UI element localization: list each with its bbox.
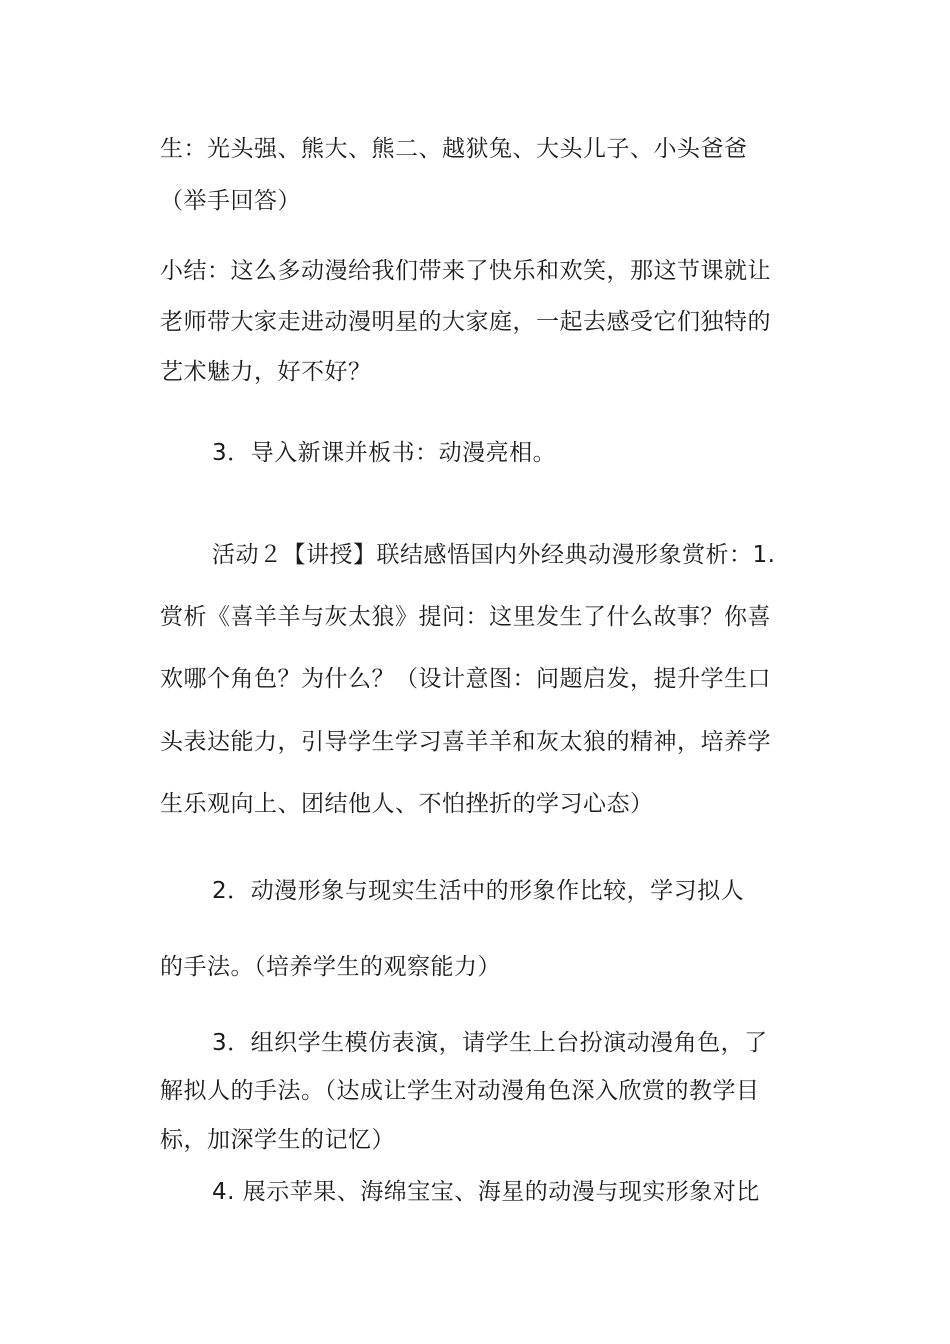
- text-line-activity-2-cont-1: 赏析《喜羊羊与灰太狼》提问：这里发生了什么故事？你喜: [160, 604, 771, 630]
- text-line-summary-3: 艺术魅力，好不好？: [160, 359, 372, 385]
- text-line-step-4: 4. 展示苹果、海绵宝宝、海星的动漫与现实形象对比: [212, 1179, 760, 1205]
- text-line-activity-2-cont-4: 生乐观向上、团结他人、不怕挫折的学习心态）: [160, 791, 654, 817]
- text-line-step-2-cont: 的手法。（培养学生的观察能力）: [160, 954, 501, 980]
- text-line-step-3-cont-1: 解拟人的手法。（达成让学生对动漫角色深入欣赏的教学目: [160, 1078, 760, 1104]
- text-line-summary-2: 老师带大家走进动漫明星的大家庭，一起去感受它们独特的: [160, 309, 771, 335]
- text-line-step-3-intro: 3．导入新课并板书：动漫亮相。: [212, 440, 557, 466]
- text-line-step-3-cont-2: 标，加深学生的记忆）: [160, 1127, 395, 1153]
- text-line-student-answer: 生：光头强、熊大、熊二、越狱兔、大头儿子、小头爸爸: [160, 136, 748, 162]
- text-line-activity-2-cont-3: 头表达能力，引导学生学习喜羊羊和灰太狼的精神，培养学: [160, 729, 771, 755]
- text-line-raise-hand: （举手回答）: [160, 188, 301, 214]
- text-line-summary-1: 小结：这么多动漫给我们带来了快乐和欢笑，那这节课就让: [160, 258, 771, 284]
- text-line-step-2: 2．动漫形象与现实生活中的形象作比较，学习拟人: [212, 878, 745, 904]
- text-line-activity-2-cont-2: 欢哪个角色？为什么？（设计意图：问题启发，提升学生口: [160, 666, 771, 692]
- text-line-activity-2: 活动２【讲授】联结感悟国内外经典动漫形象赏析：1.: [212, 542, 776, 568]
- text-line-step-3: 3．组织学生模仿表演，请学生上台扮演动漫角色，了: [212, 1030, 768, 1056]
